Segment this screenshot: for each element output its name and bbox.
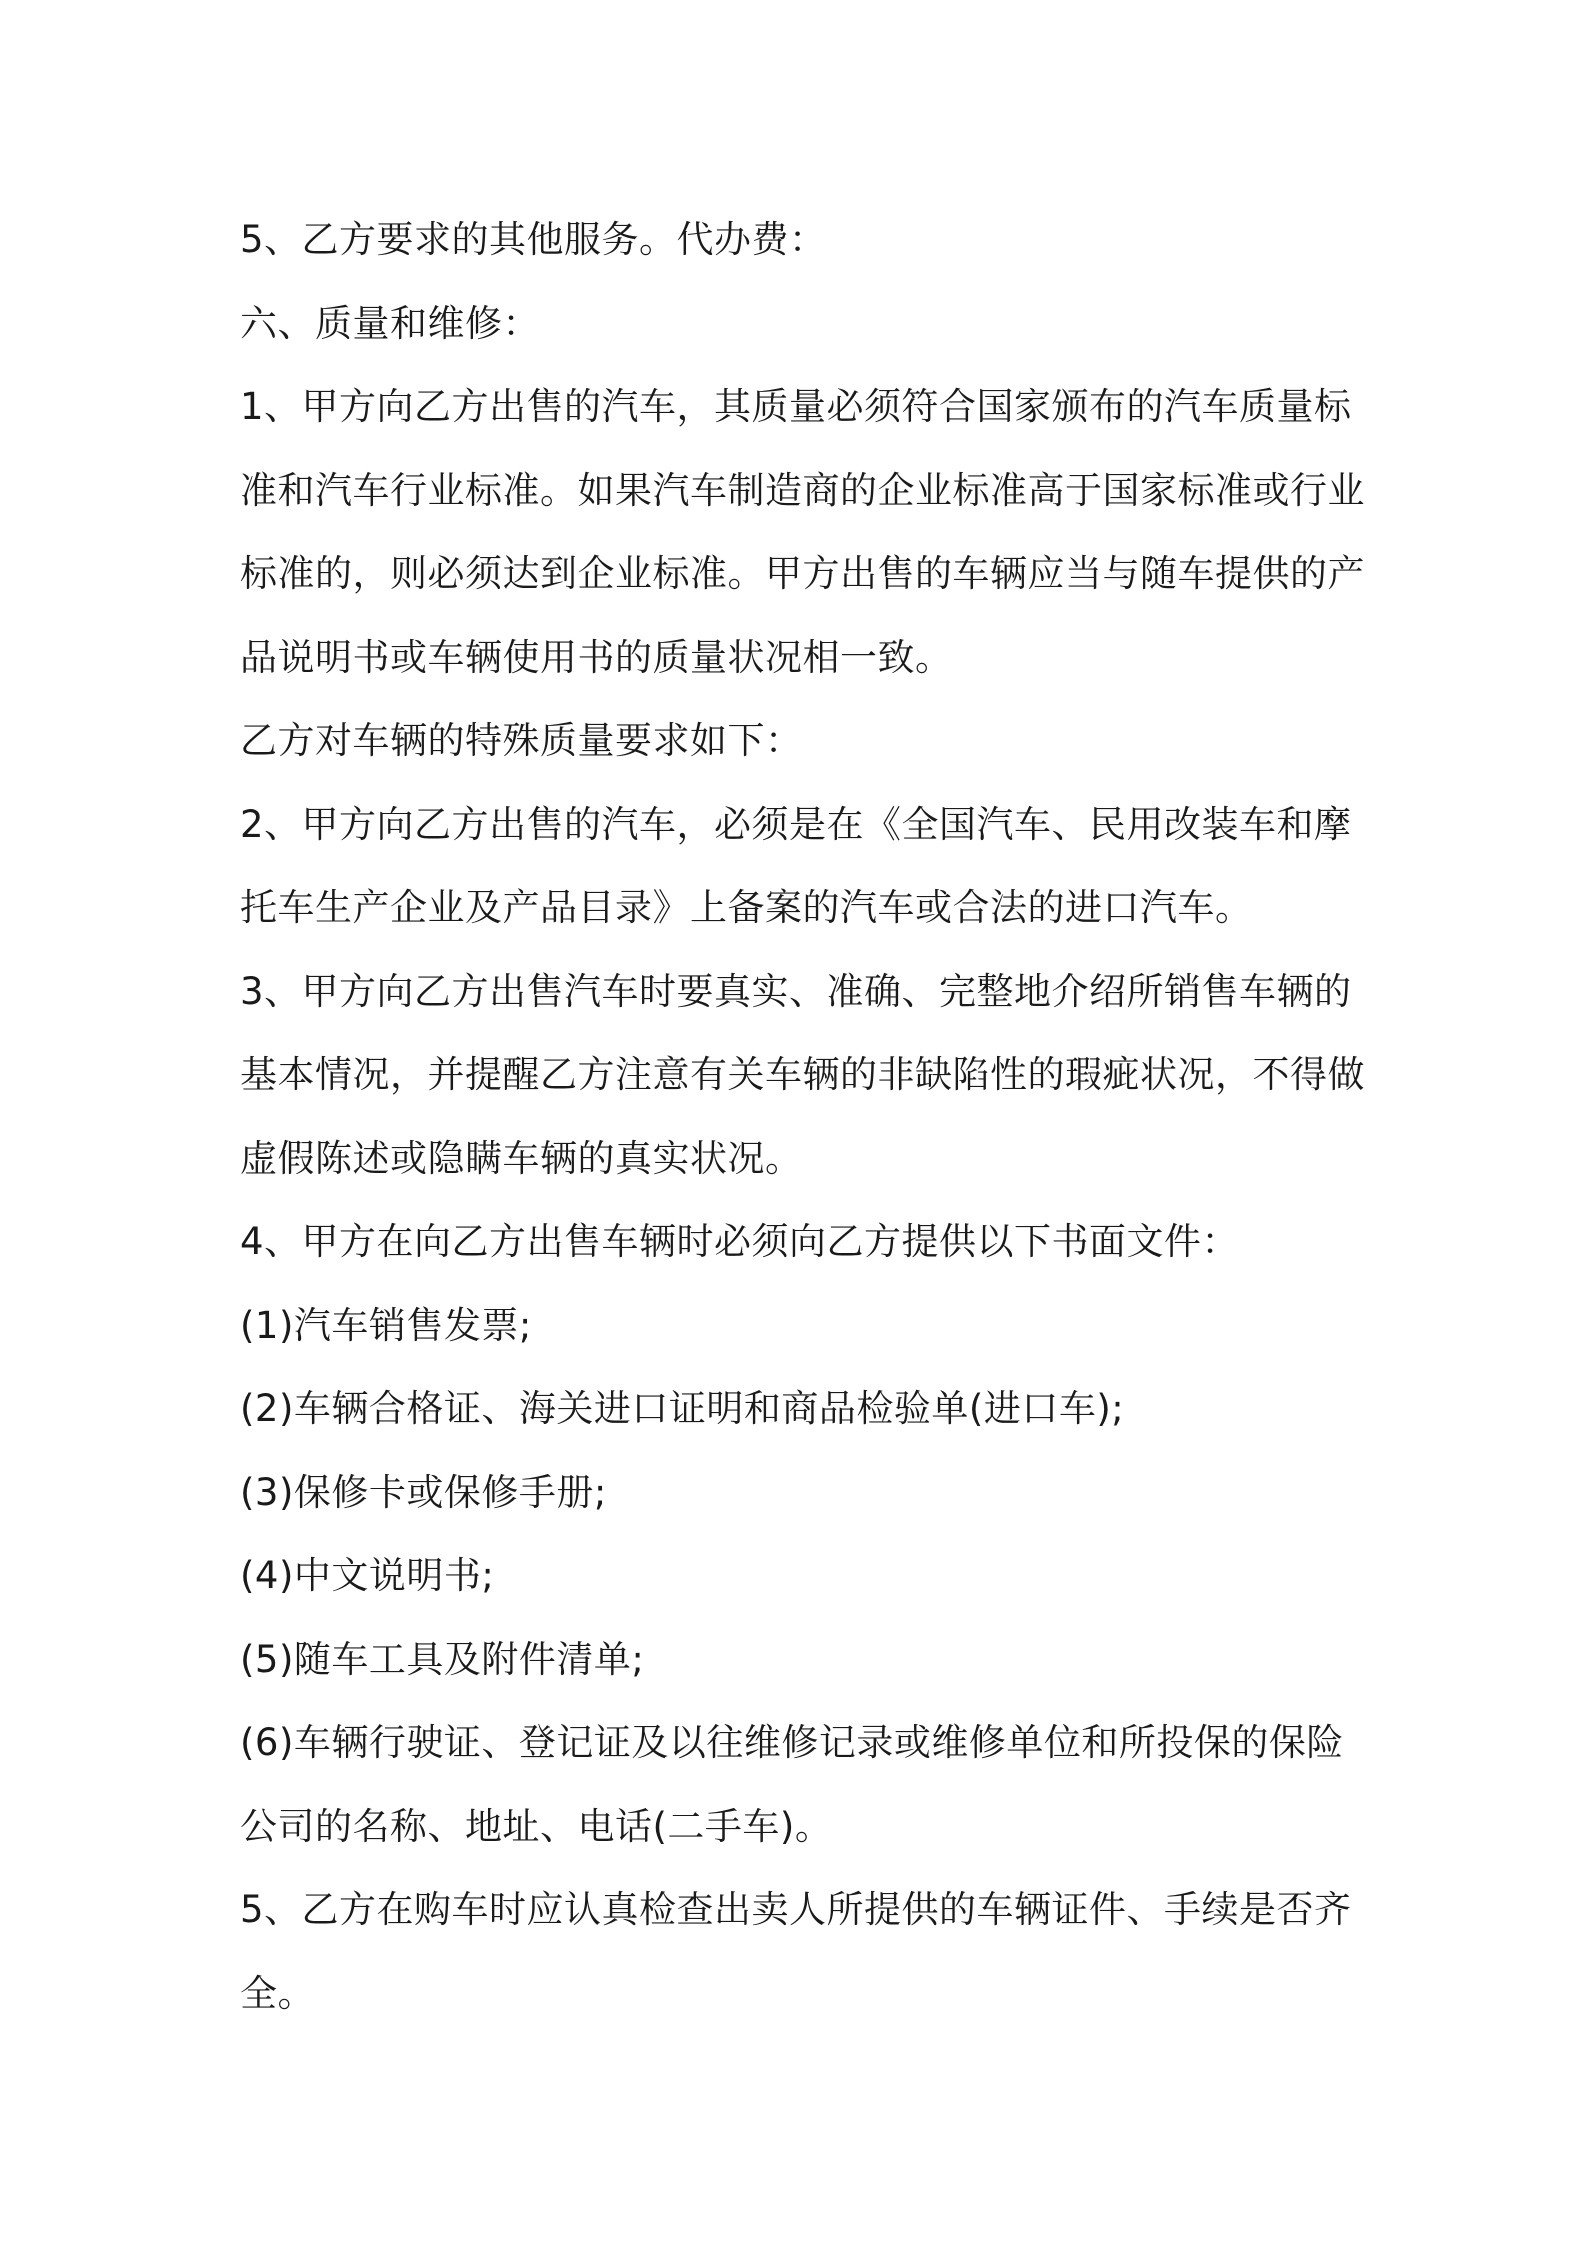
text-line: 基本情况，并提醒乙方注意有关车辆的非缺陷性的瑕疵状况，不得做 <box>240 1053 1365 1096</box>
section-heading: 六、质量和维修： <box>240 301 540 345</box>
text-line: 乙方对车辆的特殊质量要求如下： <box>240 719 803 762</box>
text-line: 2、甲方向乙方出售的汽车，必须是在《全国汽车、民用改装车和摩 <box>240 802 1352 846</box>
list-item: (6)车辆行驶证、登记证及以往维修记录或维修单位和所投保的保险 <box>240 1721 1344 1764</box>
list-item-continued: 公司的名称、地址、电话(二手车)。 <box>240 1804 833 1848</box>
list-item: (1)汽车销售发票; <box>240 1303 532 1347</box>
list-item: (4)中文说明书; <box>240 1554 495 1597</box>
text-line: 1、甲方向乙方出售的汽车，其质量必须符合国家颁布的汽车质量标 <box>240 385 1352 428</box>
list-item: (5)随车工具及附件清单; <box>240 1637 645 1681</box>
text-line: 5、乙方在购车时应认真检查出卖人所提供的车辆证件、手续是否齐 <box>240 1888 1352 1931</box>
text-line: 准和汽车行业标准。如果汽车制造商的企业标准高于国家标准或行业 <box>240 468 1365 512</box>
text-line: 全。 <box>240 1971 315 2015</box>
text-line: 5、乙方要求的其他服务。代办费： <box>240 218 827 261</box>
text-line: 3、甲方向乙方出售汽车时要真实、准确、完整地介绍所销售车辆的 <box>240 969 1352 1013</box>
list-item: (2)车辆合格证、海关进口证明和商品检验单(进口车); <box>240 1387 1125 1430</box>
text-line: 标准的，则必须达到企业标准。甲方出售的车辆应当与随车提供的产 <box>240 552 1365 595</box>
text-line: 4、甲方在向乙方出售车辆时必须向乙方提供以下书面文件： <box>240 1220 1240 1263</box>
text-line: 虚假陈述或隐瞒车辆的真实状况。 <box>240 1136 803 1180</box>
text-line: 品说明书或车辆使用书的质量状况相一致。 <box>240 635 953 679</box>
text-line: 托车生产企业及产品目录》上备案的汽车或合法的进口汽车。 <box>240 886 1253 929</box>
document-body <box>240 198 1365 2035</box>
list-item: (3)保修卡或保修手册; <box>240 1470 607 1514</box>
